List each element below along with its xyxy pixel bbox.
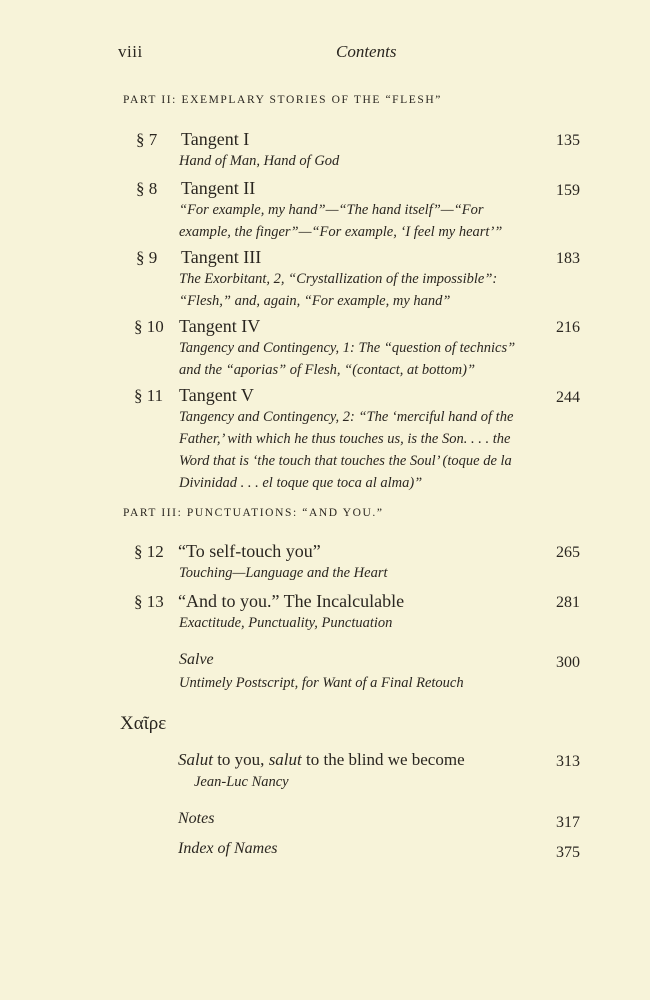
part-ii-heading: PART II: EXEMPLARY STORIES OF THE “FLESH” [123,94,443,106]
chaire-heading: Χαῖρε [120,713,167,734]
entry-title[interactable]: Tangent IV [179,316,261,336]
entry-title[interactable]: Tangent V [179,385,254,405]
entry-subtitle: Tangency and Contingency, 2: “The ‘merciful hand of the Father,’ with which he thus touches us, is the Son. . . . the Word that is ‘the touch that touches the Soul’ (toque de la Divinidad . . . el toque que toca al alma)” [179,409,514,491]
entry-subtitle: Exactitude, Punctuality, Punctuation [179,615,393,631]
section-number: § 13 [134,592,164,611]
entry-title[interactable]: Tangent III [181,247,262,267]
page-number: 135 [556,132,580,149]
section-number: § 11 [134,386,164,405]
page-number: 375 [556,844,580,861]
entry-subtitle: The Exorbitant, 2, “Crystallization of the impossible”: “Flesh,” and, again, “For example, my hand” [179,271,498,309]
entry-title[interactable]: Salve [179,651,214,668]
folio: viii [118,42,143,61]
salut-word: Salut [178,750,213,769]
salut-word: salut [268,750,302,769]
entry-title[interactable]: Tangent II [181,178,256,198]
running-title: Contents [336,42,397,61]
entry-author: Jean-Luc Nancy [194,774,289,790]
part-iii-heading: PART III: PUNCTUATIONS: “AND YOU.” [123,507,384,519]
page-number: 317 [556,814,580,831]
page-number: 216 [556,319,580,336]
entry-title-notes[interactable]: Notes [178,810,215,827]
page-number: 300 [556,654,580,671]
page-number: 244 [556,389,580,406]
section-number: § 10 [134,317,164,336]
section-number: § 12 [134,542,164,561]
page-number: 265 [556,544,580,561]
entry-subtitle: Hand of Man, Hand of God [179,153,340,169]
entry-subtitle: “For example, my hand”—“The hand itself”—“For example, the finger”—“For example, ‘I feel my heart’” [179,202,503,240]
page-number: 313 [556,753,580,770]
salut-text: to you, [212,750,269,769]
entry-title[interactable]: “And to you.” The Incalculable [178,591,405,611]
section-number: § 7 [136,130,158,149]
page-number: 183 [556,250,580,267]
salut-text: to the blind we become [301,750,465,769]
entry-title-salut[interactable] [178,750,465,770]
entry-title-index[interactable]: Index of Names [178,840,278,857]
entry-subtitle: Touching—Language and the Heart [179,565,388,581]
entry-subtitle: Tangency and Contingency, 1: The “question of technics” and the “aporias” of Flesh, “(contact, at bottom)” [179,340,516,378]
entry-title[interactable]: Tangent I [181,129,250,149]
section-number: § 9 [136,248,158,267]
entry-title[interactable]: “To self-touch you” [178,541,321,561]
page-number: 281 [556,594,580,611]
entry-subtitle: Untimely Postscript, for Want of a Final Retouch [179,675,464,691]
page-number: 159 [556,182,580,199]
section-number: § 8 [136,179,158,198]
